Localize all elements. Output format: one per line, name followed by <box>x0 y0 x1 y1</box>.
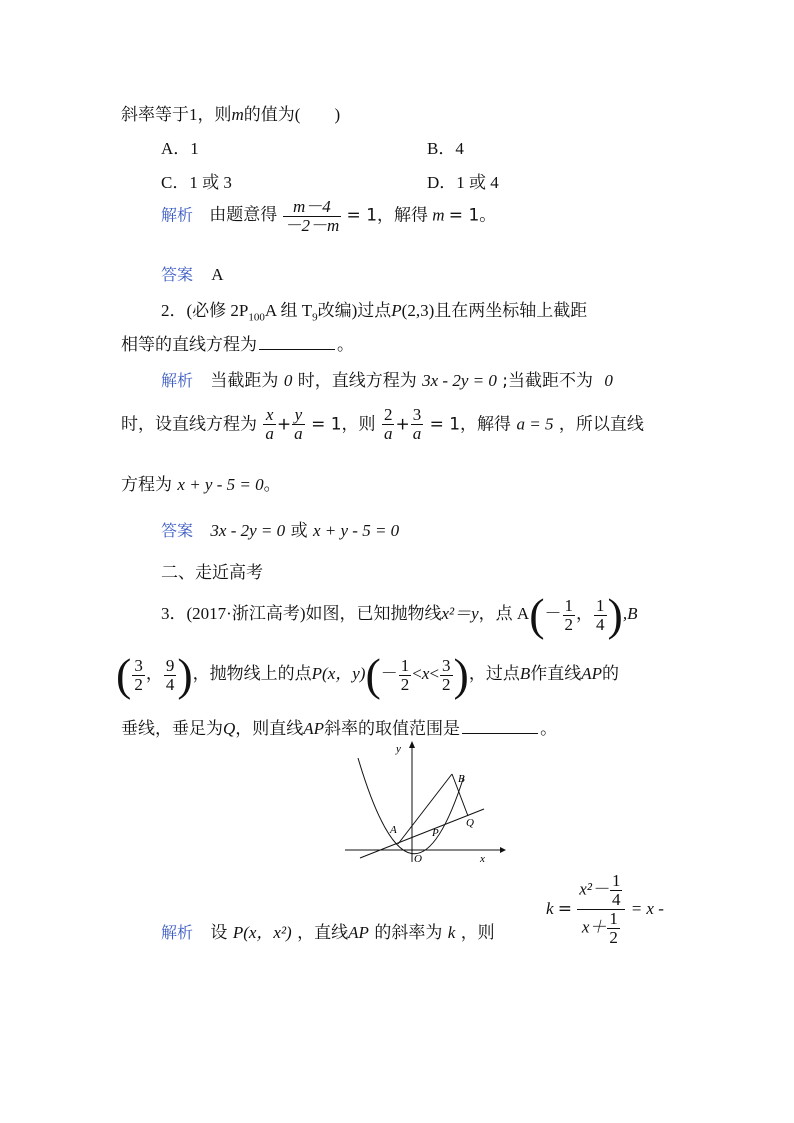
q1-option-a: A．1 <box>161 139 199 158</box>
q1-answer: 答案 A <box>161 265 224 284</box>
label-a: A <box>390 824 397 836</box>
q2-answer: 答案 3x - 2y = 0 或 x + y - 5 = 0 <box>161 521 400 541</box>
fraction-x-over-a: $\frac{x}{a}$ <box>265 405 274 443</box>
fraction-y-over-a: $\frac{y}{a}$ <box>294 405 303 443</box>
x-axis-arrow <box>500 847 506 853</box>
q2-stem-line1: 2．(必修 $2P_{100}A$ 组 $T_9$改编)过点P(2,3)且在两坐标轴上截距 <box>161 301 588 324</box>
label-o: O <box>414 853 422 865</box>
answer-blank <box>462 719 538 734</box>
q1-analysis: 解析 由题意得 $\frac{m-4}{-2-m}$ = 1，解得 m = 1。 <box>161 197 497 235</box>
answer-tag: 答案 <box>161 265 194 284</box>
q3-stem-line3: 垂线，垂足为Q，则直线AP斜率的取值范围是 。 <box>121 719 558 738</box>
q1-option-b: B．4 <box>427 139 464 158</box>
label-y: y <box>396 743 401 755</box>
fraction-2-over-a: $\frac{2}{a}$ <box>383 405 393 443</box>
q1-option-d: D．1 或 4 <box>427 173 499 192</box>
label-x: x <box>480 853 485 865</box>
q2-analysis-line3: 方程为 x + y - 5 = 0。 <box>121 475 281 495</box>
q1-stem-end: 斜率等于1，则m的值为( ) <box>121 105 341 124</box>
q3-slope-fraction: k = x²－ $\frac{1}{4}$ x＋ $\frac{1}{2}$ = x - <box>546 871 664 947</box>
q3-stem-line1: 3．(2017·浙江高考)如图，已知抛物线x²＝y，点 A(－ $\frac{1}{2}$ ， $\frac{1}{4}$ ),B <box>161 589 638 640</box>
q2-analysis-line2: 时，设直线方程为 $\frac{x}{a}$ + $\frac{y}{a}$ = 1，则 $\frac{2}{a}$ + $\frac{3}{a}$ = 1，解得 a = 5 ，所以直线 <box>121 405 644 443</box>
q3-analysis: 解析 设 P(x，x²) ，直线AP 的斜率为 k ，则 <box>161 923 495 943</box>
answer-blank <box>259 335 335 350</box>
q1-option-c: C．1 或 3 <box>161 173 232 192</box>
q3-stem-line2: ( $\frac{3}{2}$ ， $\frac{9}{4}$ )，抛物线上的点P(x，y)(－ $\frac{1}{2}$ <x< $\frac{3}{2}$ )，过点B作直线AP的 <box>116 649 620 700</box>
section-heading: 二、走近高考 <box>161 563 263 583</box>
answer-tag: 答案 <box>161 521 194 540</box>
fraction: $\frac{m-4}{-2-m}$ <box>284 197 340 235</box>
q2-analysis-line1: 解析 当截距为 0 时，直线方程为 3x - 2y = 0 ;当截距不为 0 <box>161 371 613 391</box>
analysis-tag: 解析 <box>161 923 194 942</box>
analysis-tag: 解析 <box>161 205 194 225</box>
line-ab <box>398 774 452 844</box>
parabola-curve <box>358 758 464 854</box>
fraction-3-over-a: $\frac{3}{a}$ <box>412 405 422 443</box>
analysis-tag: 解析 <box>161 371 194 390</box>
parabola-figure <box>340 736 510 868</box>
label-p: P <box>432 827 439 839</box>
label-q: Q <box>466 817 474 829</box>
y-axis-arrow <box>409 741 415 748</box>
q2-stem-line2: 相等的直线方程为 。 <box>121 335 354 354</box>
label-b: B <box>458 773 465 785</box>
